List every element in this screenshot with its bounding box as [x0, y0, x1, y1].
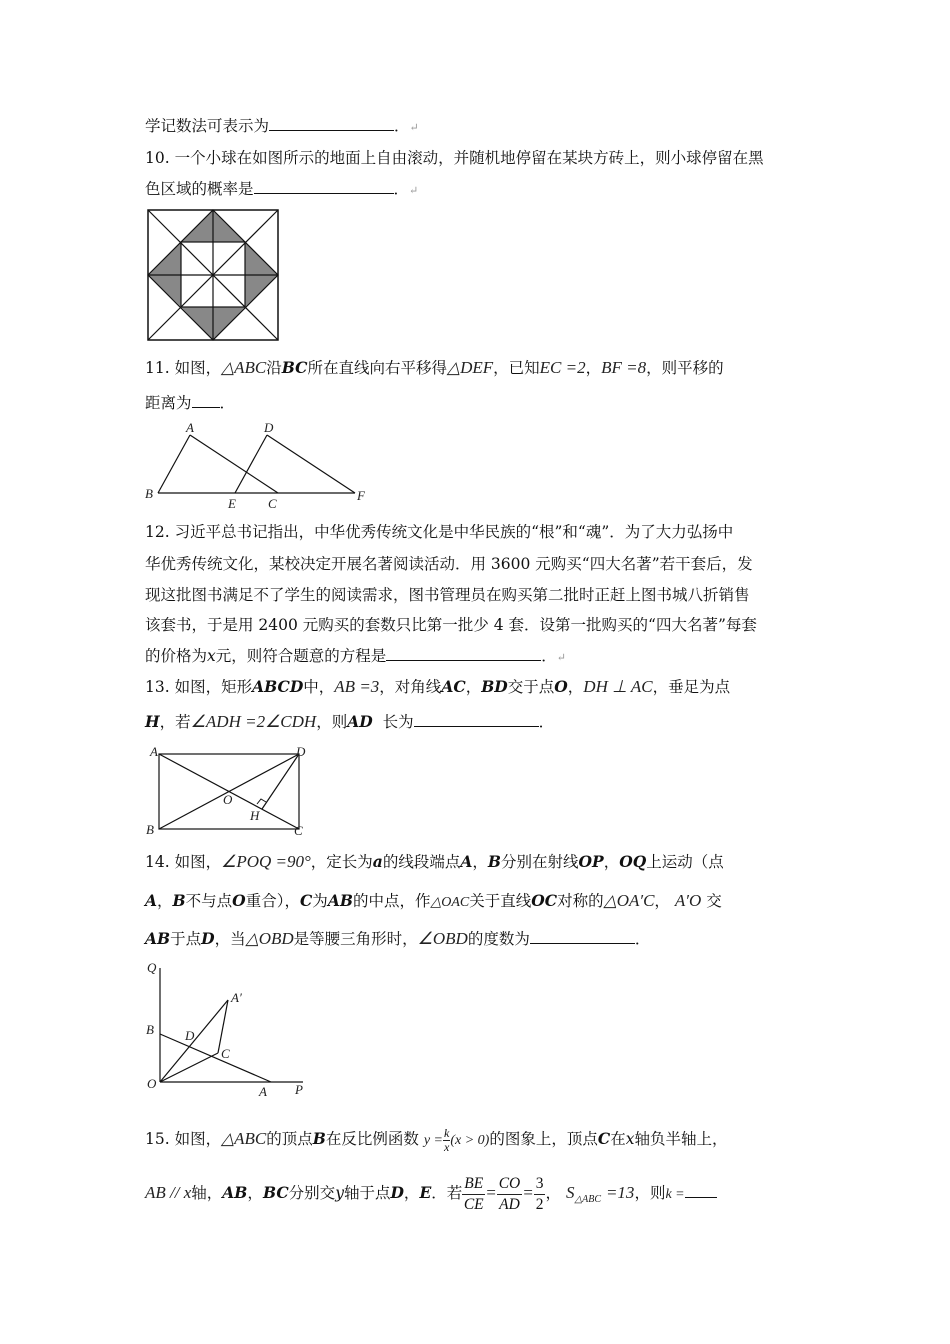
rectangle-figure	[143, 742, 318, 842]
q15-line1: 15. 如图，△ABC的顶点B在反比例函数 y = $\frac{k}{x}$ (x > 0)的图象上，顶点C在x轴负半轴上，	[145, 1125, 728, 1154]
q14-line3: AB于点D，当△OBD是等腰三角形时，∠OBD的度数为 ．	[145, 929, 651, 948]
label-f: F	[357, 488, 365, 503]
label-q: Q	[147, 960, 157, 975]
answer-blank	[254, 178, 394, 194]
q9-line: 学记数法可表示为 ．↵	[145, 117, 419, 135]
answer-blank	[685, 1182, 717, 1198]
k-over-x: $\frac{k}{x}$	[444, 1125, 450, 1154]
q12-line2: 华优秀传统文化，某校决定开展名著阅读活动．用 3600 元购买“四大名著”若干套后，发	[145, 555, 753, 573]
q11-line1: 11. 如图，△ABC沿BC所在直线向右平移得△DEF，已知EC =2，BF =8，则平移的	[145, 358, 724, 377]
label-c: C	[221, 1046, 230, 1061]
answer-blank	[269, 115, 394, 131]
segment-ab	[160, 1034, 271, 1082]
q15-line2: AB // x轴，AB，BC分别交y轴于点D，E．若 $\frac{BE}{CE}$ = $\frac{CO}{AD}$ = $\frac{3}{2}$ ， $S_{\triangle ABC} =13$，则k =	[145, 1170, 717, 1223]
fraction-be-ce: $\frac{BE}{CE}$	[463, 1174, 484, 1213]
q10-line1: 10. 一个小球在如图所示的地面上自由滚动，并随机地停留在某块方砖上，则小球停留在黑	[145, 149, 764, 167]
label-a-prime: A′	[231, 990, 242, 1005]
label-e: E	[228, 496, 236, 511]
q14-line2: A，B不与点O重合），C为AB的中点，作△OAC关于直线OC对称的△OA′C， A′O 交	[145, 891, 722, 910]
label-b: B	[146, 1022, 154, 1037]
label-a: A	[259, 1084, 267, 1099]
answer-blank	[192, 392, 220, 408]
label-c: C	[294, 823, 303, 838]
label-p: P	[295, 1082, 303, 1097]
angle-figure	[143, 960, 318, 1100]
right-angle-mark	[257, 799, 266, 804]
q13-line2: H，若∠ADH =2∠CDH，则AD 长为 ．	[145, 712, 555, 731]
q12-line4: 该套书，于是用 2400 元购买的套数只比第一批少 4 套．设第一批购买的“四大名著”每套	[145, 616, 757, 634]
side-ac	[190, 435, 278, 493]
label-h: H	[250, 808, 260, 823]
side-df	[267, 435, 355, 493]
q12-line5: 的价格为x元，则符合题意的方程是 ．↵	[145, 647, 567, 665]
answer-blank	[386, 645, 541, 661]
label-o: O	[223, 792, 233, 807]
q10-line2: 色区域的概率是 ．↵	[145, 180, 419, 198]
label-d: D	[185, 1028, 195, 1043]
label-b: B	[145, 486, 153, 501]
answer-blank	[530, 928, 635, 944]
label-b: B	[146, 822, 154, 837]
label-o: O	[147, 1076, 157, 1091]
fraction-3-2: $\frac{3}{2}$	[535, 1174, 544, 1213]
tile-figure	[147, 209, 282, 344]
q14-line1: 14. 如图，∠POQ =90°，定长为a的线段端点A，B分别在射线OP，OQ上运动（点	[145, 852, 724, 871]
side-ab	[158, 435, 190, 493]
label-a: A	[150, 744, 158, 759]
label-d: D	[296, 744, 306, 759]
side-ed	[235, 435, 267, 493]
translation-figure	[140, 418, 380, 513]
fraction-co-ad: $\frac{CO}{AD}$	[498, 1174, 521, 1213]
segment-oc	[160, 1053, 218, 1082]
label-d: D	[264, 420, 274, 435]
q12-line3: 现这批图书满足不了学生的阅读需求，图书管理员在购买第二批时正赶上图书城八折销售	[145, 586, 750, 604]
answer-blank	[414, 711, 539, 727]
segment-dh	[262, 754, 299, 809]
q13-line1: 13. 如图，矩形ABCD中，AB =3，对角线AC，BD交于点O，DH ⊥ AC，垂足为点	[145, 677, 731, 696]
q11-line2: 距离为 ．	[145, 394, 236, 412]
label-c: C	[268, 496, 277, 511]
q12-line1: 12. 习近平总书记指出，中华优秀传统文化是中华民族的“根”和“魂”．为了大力弘扬中	[145, 523, 734, 541]
label-a: A	[186, 420, 194, 435]
